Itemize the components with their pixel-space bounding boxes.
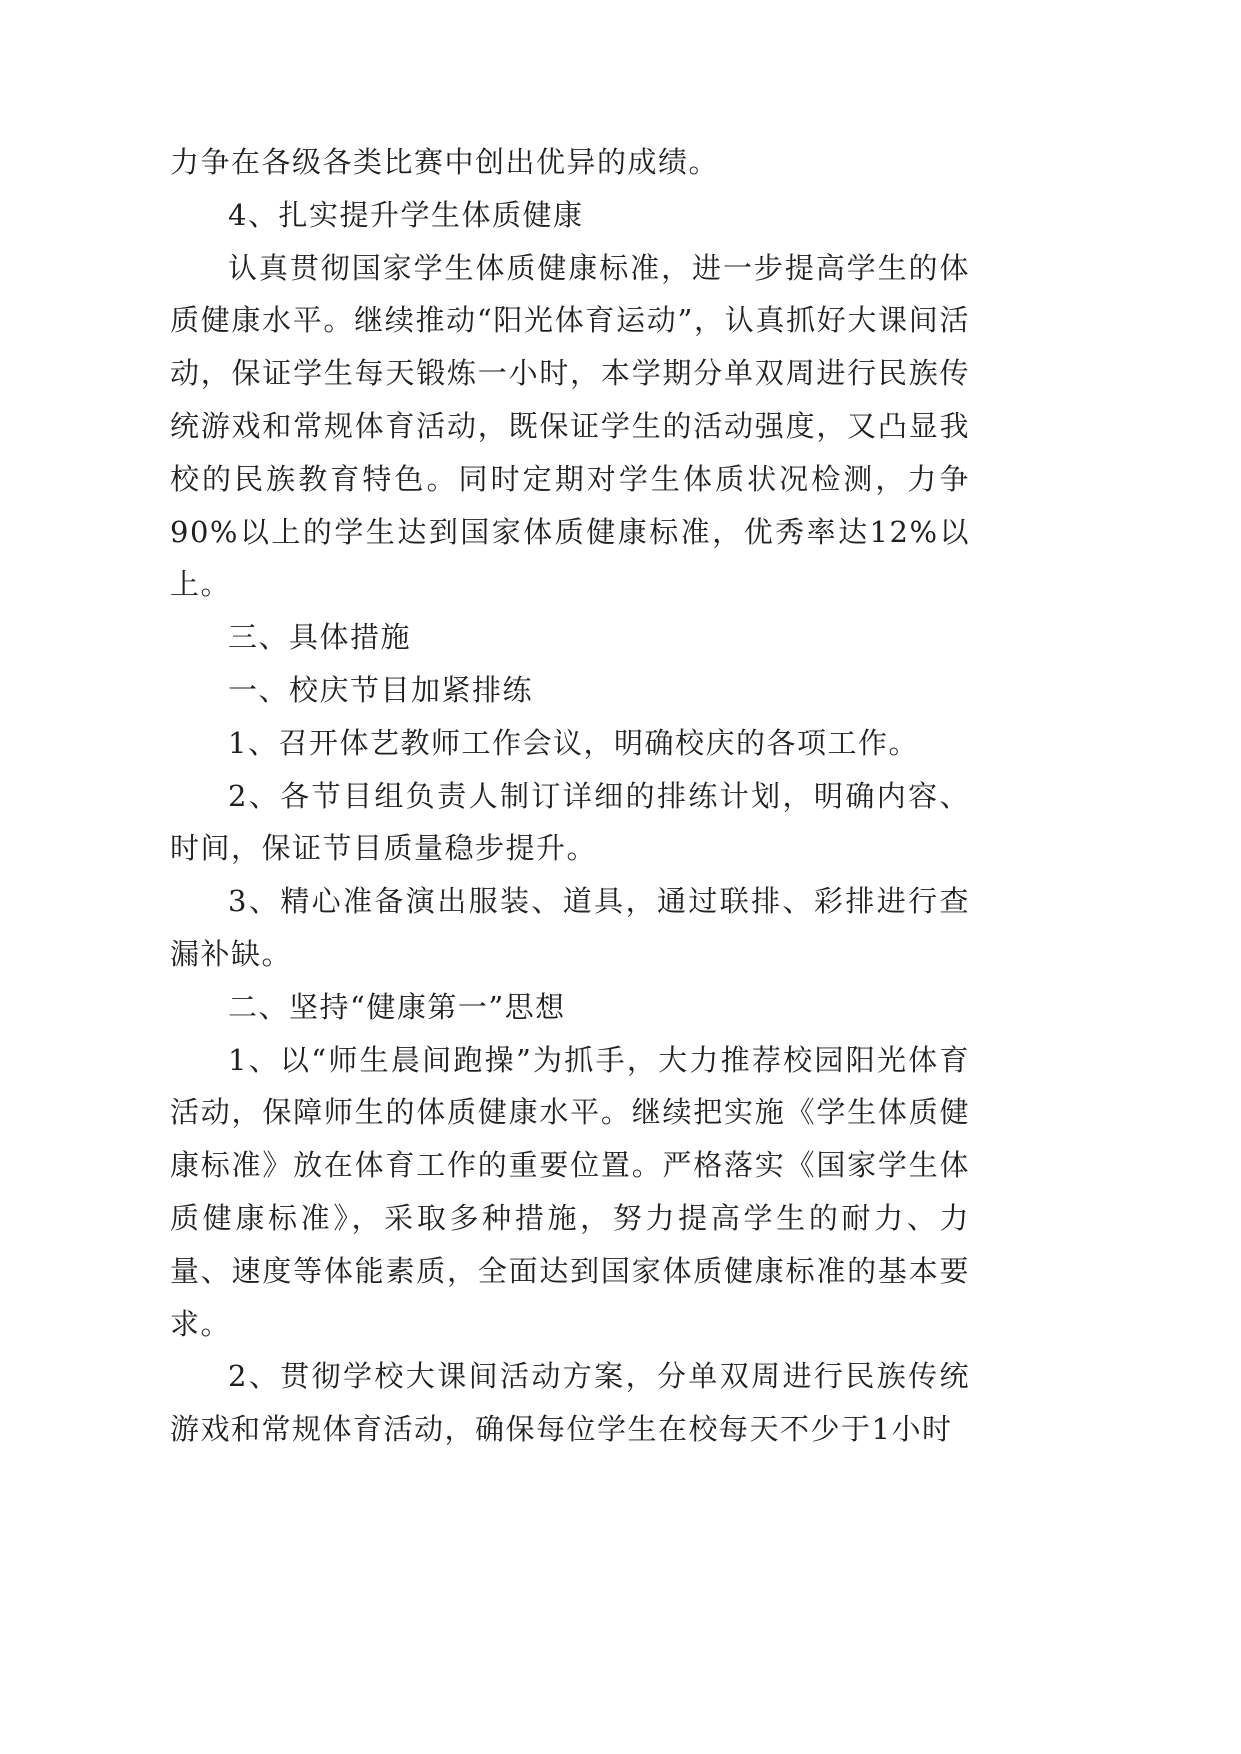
section-heading-measures: 三、具体措施	[228, 620, 412, 655]
list-item-rehearsal-plan: 2、各节目组负责人制订详细的排练计划，明确内容、时间，保证节目质量稳步提升。	[170, 778, 970, 866]
subheading-anniversary-rehearsal: 一、校庆节目加紧排练	[228, 672, 534, 707]
subheading-physical-health: 4、扎实提升学生体质健康	[228, 197, 584, 232]
paragraph-continuation: 力争在各级各类比赛中创出优异的成绩。	[170, 145, 720, 179]
list-item-teacher-meeting: 1、召开体艺教师工作会议，明确校庆的各项工作。	[228, 725, 919, 760]
list-item-recess-activities: 2、贯彻学校大课间活动方案，分单双周进行民族传统游戏和常规体育活动，确保每位学生在校每天不少于1小时	[170, 1359, 970, 1447]
list-item-morning-run: 1、以“师生晨间跑操”为抓手，大力推荐校园阳光体育活动，保障师生的体质健康水平。继续把实施《学生体质健康标准》放在体育工作的重要位置。严格落实《国家学生体质健康标准》，采取多种措施，努力提高学生的耐力、力量、速度等体能素质，全面达到国家体质健康标准的基本要求。	[170, 1042, 970, 1341]
subheading-health-first: 二、坚持“健康第一”思想	[228, 989, 566, 1024]
list-item-costumes-props: 3、精心准备演出服装、道具，通过联排、彩排进行查漏补缺。	[170, 884, 970, 971]
document-body	[170, 136, 970, 1456]
paragraph-health-standard: 认真贯彻国家学生体质健康标准，进一步提高学生的体质健康水平。继续推动“阳光体育运动”，认真抓好大课间活动，保证学生每天锻炼一小时，本学期分单双周进行民族传统游戏和常规体育活动，既保证学生的活动强度，又凸显我校的民族教育特色。同时定期对学生体质状况检测，力争90%以上的学生达到国家体质健康标准，优秀率达12%以上。	[170, 250, 970, 602]
